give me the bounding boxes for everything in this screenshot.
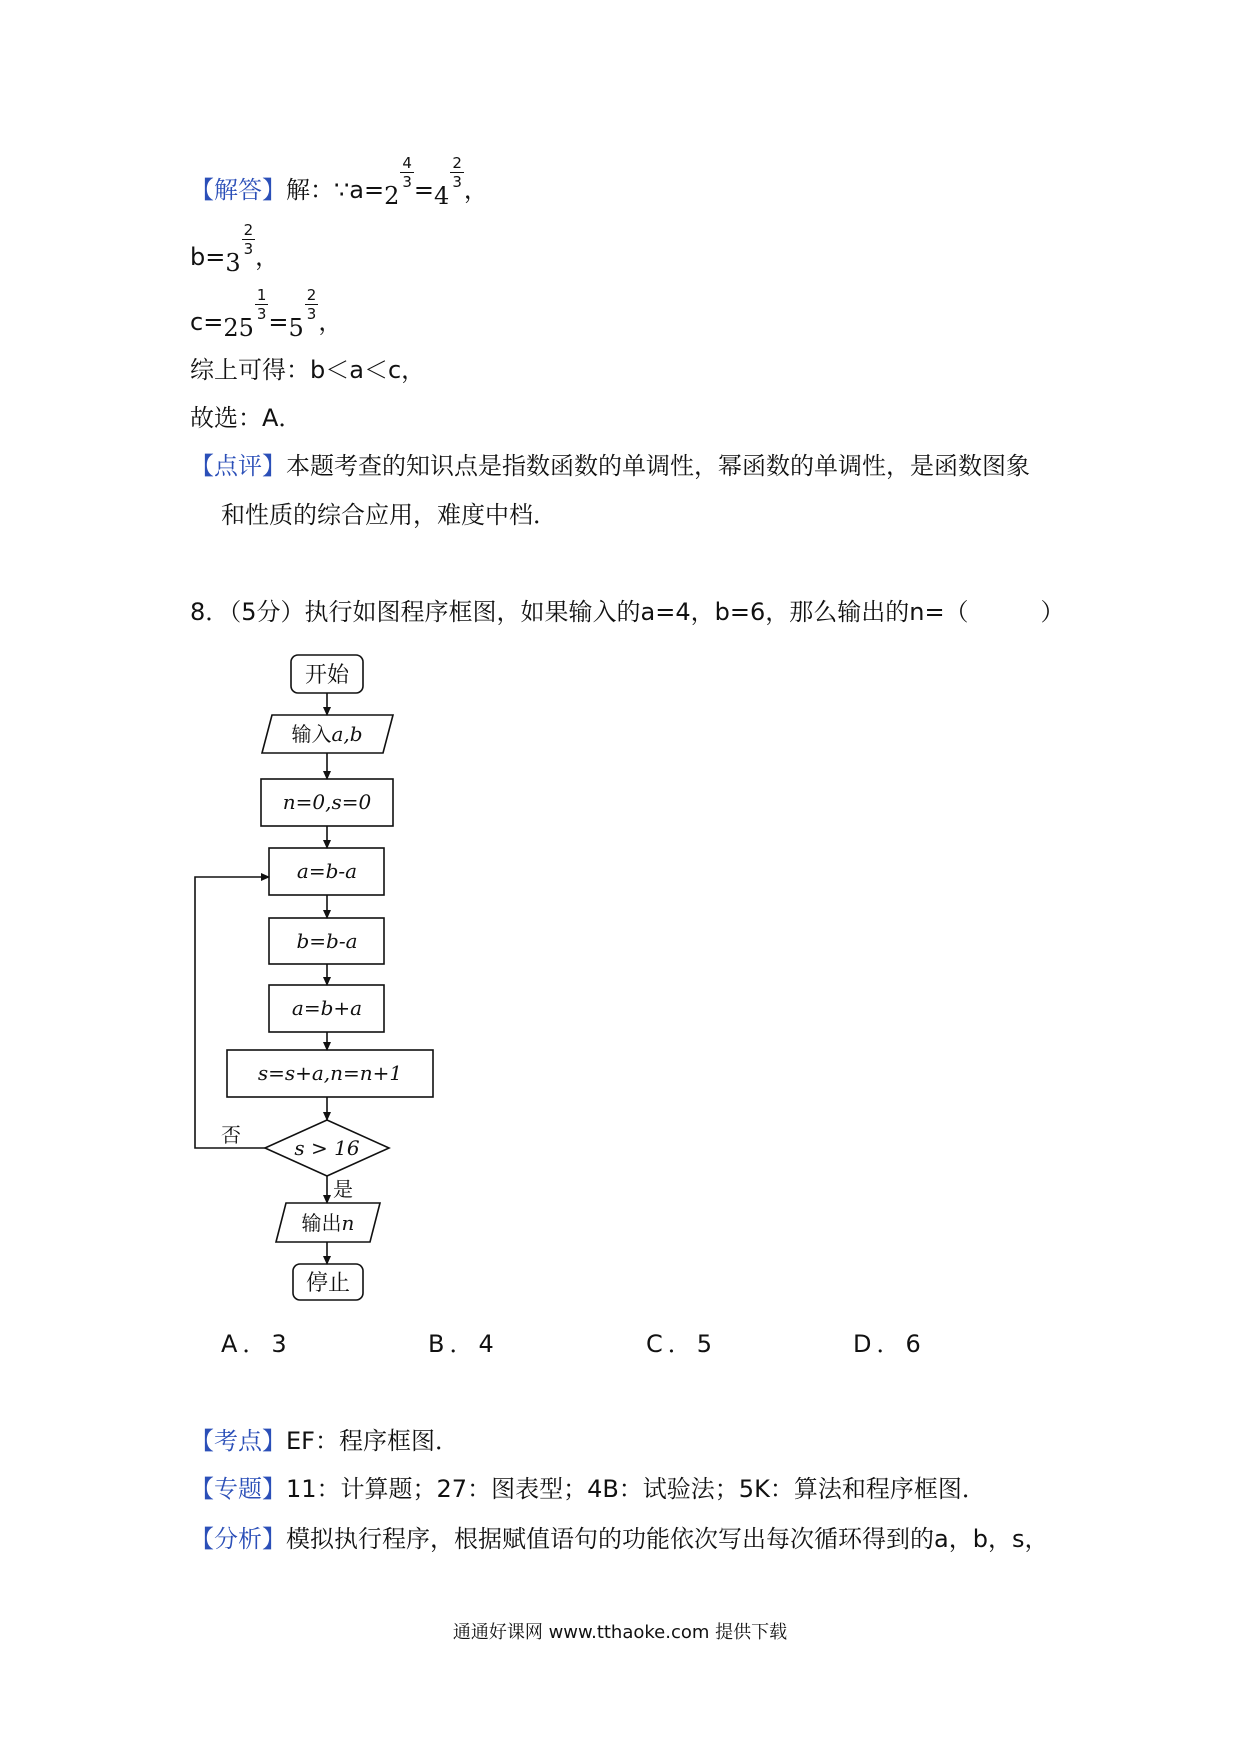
init-label: n=0,s=0 — [282, 790, 372, 814]
fraction-exponent — [450, 155, 464, 190]
output-vars: n — [341, 1211, 355, 1235]
option-value: 6 — [905, 1330, 926, 1358]
input-label — [291, 722, 362, 746]
start-label: 开始 — [304, 663, 350, 688]
option-a — [221, 1329, 292, 1359]
kaodian-tag: 【考点】 — [190, 1427, 286, 1455]
fraction-denominator: 3 — [306, 305, 317, 323]
input-label-text: 输入 — [291, 722, 332, 746]
end-label: 停止 — [305, 1271, 351, 1296]
option-b — [428, 1329, 499, 1359]
fraction-numerator: 1 — [256, 286, 267, 304]
power-base: 2 — [384, 182, 400, 210]
line-suffix: ， — [318, 308, 343, 336]
fenxi-text: 模拟执行程序，根据赋值语句的功能依次写出每次循环得到的a，b，s， — [286, 1525, 1049, 1553]
equals-sign: = — [413, 176, 435, 204]
power-term — [223, 286, 268, 342]
power-base: 5 — [288, 314, 304, 342]
kaodian-line — [190, 1426, 459, 1456]
fraction-denominator: 3 — [452, 173, 462, 191]
solution-answer: 故选：A． — [190, 404, 303, 432]
step2-label: b=b-a — [296, 929, 358, 953]
fraction-denominator: 3 — [402, 173, 412, 191]
output-label — [302, 1211, 355, 1235]
power-base: 25 — [223, 314, 254, 342]
option-d — [853, 1329, 926, 1359]
solution-line-c — [190, 286, 343, 342]
fraction-denominator: 3 — [243, 240, 254, 258]
option-value: 4 — [478, 1330, 499, 1358]
fraction-exponent — [305, 287, 319, 322]
line-suffix: ， — [463, 176, 488, 204]
comment-line-2: 和性质的综合应用，难度中档． — [221, 501, 557, 529]
fraction-numerator: 2 — [243, 221, 254, 239]
fenxi-tag: 【分析】 — [190, 1525, 286, 1553]
power-term — [384, 154, 414, 210]
option-value: 3 — [271, 1330, 292, 1358]
solution-c-prefix: c= — [190, 308, 224, 336]
fraction-exponent — [255, 287, 269, 322]
fraction-exponent — [400, 155, 414, 190]
no-branch-label: 否 — [221, 1123, 241, 1147]
zhuanti-tag: 【专题】 — [190, 1475, 286, 1503]
option-letter: A． — [221, 1330, 272, 1358]
solution-line-a — [190, 154, 488, 210]
solution-tag: 【解答】 — [190, 176, 286, 204]
fraction-numerator: 4 — [402, 154, 412, 172]
input-vars: a,b — [331, 722, 363, 746]
power-term — [288, 286, 319, 342]
step3-label: a=b+a — [291, 996, 363, 1020]
zhuanti-line — [190, 1474, 986, 1504]
loop-back-line — [195, 877, 269, 1148]
fraction-exponent — [242, 222, 256, 257]
comment-text-1: 本题考查的知识点是指数函数的单调性，幂函数的单调性，是函数图象 — [286, 452, 1030, 480]
comment-line-1 — [190, 451, 1030, 481]
solution-conclusion: 综上可得：b＜a＜c， — [190, 356, 426, 384]
power-term — [225, 221, 255, 277]
zhuanti-text: 11：计算题；27：图表型；4B：试验法；5K：算法和程序框图． — [286, 1475, 986, 1503]
solution-b-prefix: b= — [190, 243, 226, 271]
step4-label: s=s+a,n=n+1 — [257, 1061, 403, 1085]
power-base: 4 — [434, 182, 450, 210]
option-letter: D． — [853, 1330, 906, 1358]
fraction-numerator: 2 — [452, 154, 462, 172]
fraction-numerator: 2 — [306, 286, 317, 304]
condition-label: s > 16 — [294, 1136, 360, 1160]
power-base: 3 — [225, 249, 241, 277]
fraction-denominator: 3 — [256, 305, 267, 323]
question-text: 8．（5分）执行如图程序框图，如果输入的a=4，b=6，那么输出的n=（ ） — [190, 598, 1065, 626]
option-letter: C． — [646, 1330, 697, 1358]
solution-line-b — [190, 221, 280, 277]
page-footer: 通通好课网 www.tthaoke.com 提供下载 — [452, 1622, 788, 1643]
power-term — [434, 154, 464, 210]
fenxi-line — [190, 1524, 1048, 1554]
step1-label: a=b-a — [296, 859, 358, 883]
solution-prefix: 解：∵a= — [286, 176, 385, 204]
yes-branch-label: 是 — [333, 1177, 353, 1201]
option-value: 5 — [696, 1330, 718, 1358]
option-c — [646, 1329, 717, 1359]
kaodian-text: EF：程序框图． — [286, 1427, 459, 1455]
equals-sign: = — [268, 308, 289, 336]
comment-tag: 【点评】 — [190, 452, 286, 480]
output-label-text: 输出 — [301, 1211, 342, 1235]
option-letter: B． — [428, 1330, 479, 1358]
line-suffix: ， — [255, 243, 280, 271]
program-flowchart — [180, 640, 460, 1320]
